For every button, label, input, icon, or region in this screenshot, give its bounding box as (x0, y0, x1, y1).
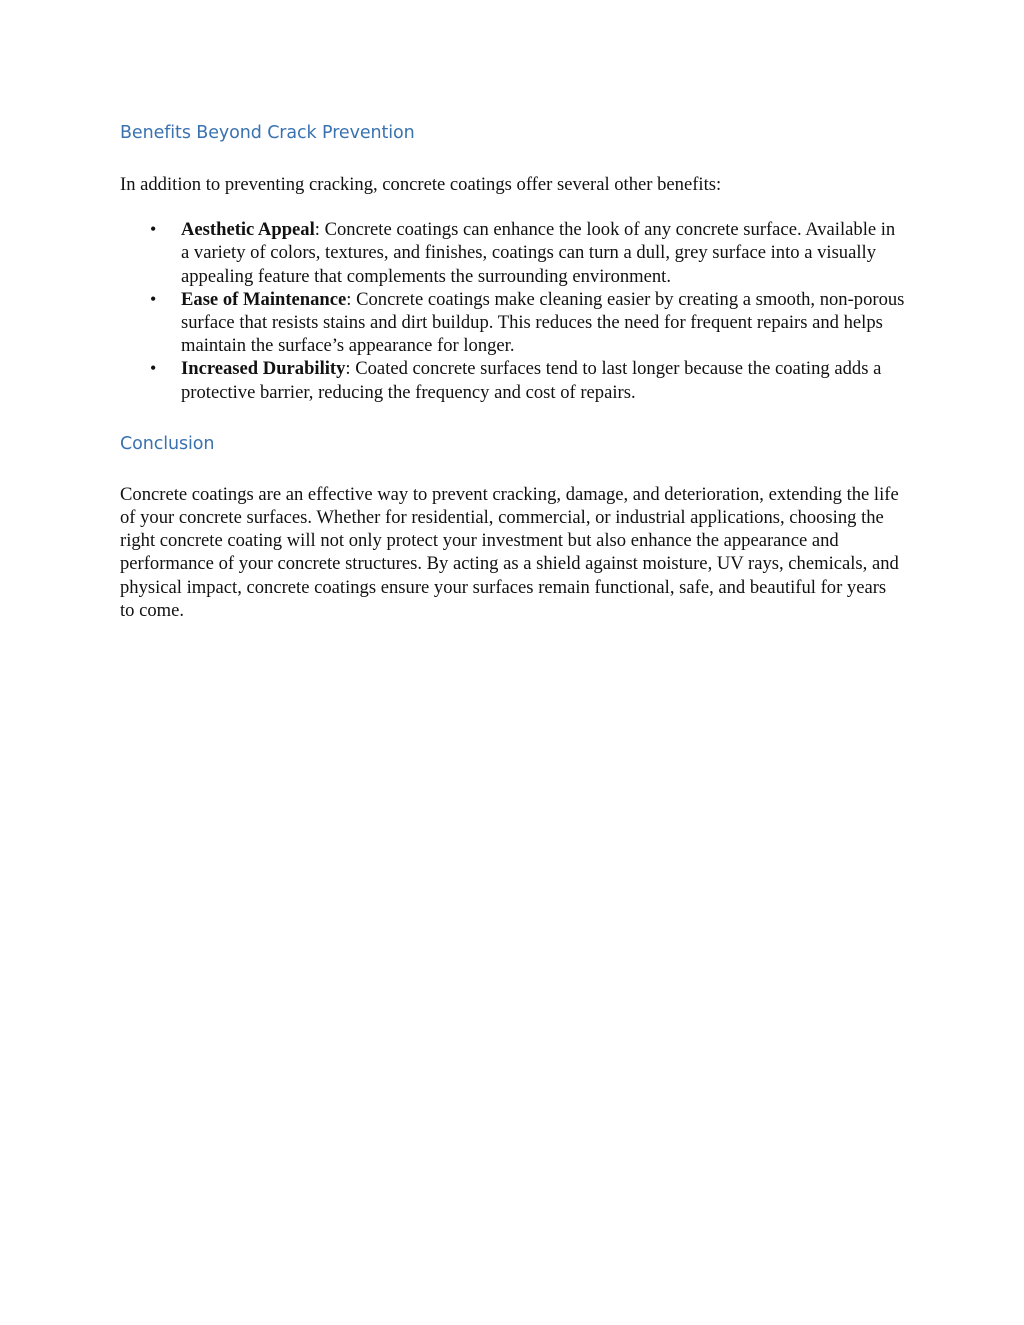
list-item (120, 288, 905, 358)
list-item-text: : Coated concrete surfaces tend to last longer because the coating adds a protective barrier, reducing the frequency and cost of repairs. (181, 358, 882, 403)
bullet-icon: • (150, 358, 157, 379)
benefits-list (120, 218, 905, 404)
list-item-term: Ease of Maintenance (181, 288, 347, 310)
benefits-intro-paragraph: In addition to preventing cracking, concrete coatings offer several other benefits: (120, 174, 722, 195)
section-heading-conclusion: Conclusion (120, 433, 215, 454)
list-item-text: : Concrete coatings make cleaning easier by creating a smooth, non-porous surface that resists stains and dirt buildup. This reduces the need for frequent repairs and helps maintain the surface’s appearance for longer. (181, 288, 905, 357)
list-item-text: : Concrete coatings can enhance the look of any concrete surface. Available in a variety of colors, textures, and finishes, coatings can turn a dull, grey surface into a visually appealing feature that complements the surrounding environment. (181, 219, 896, 287)
list-item-term: Increased Durability (181, 358, 346, 380)
list-item (120, 218, 905, 288)
section-heading-benefits: Benefits Beyond Crack Prevention (120, 123, 415, 143)
document-content (120, 118, 905, 622)
list-item (120, 357, 905, 403)
conclusion-paragraph: Concrete coatings are an effective way to prevent cracking, damage, and deterioration, extending the life of your concrete surfaces. Whether for residential, commercial, or industrial applications, choosing the right concrete coating will not only protect your investment but also enhance the appearance and performance of your concrete structures. By acting as a shield against moisture, UV rays, chemicals, and physical impact, concrete coatings ensure your surfaces remain functional, safe, and beautiful for years to come. (120, 483, 899, 621)
bullet-icon: • (150, 219, 157, 240)
bullet-icon: • (150, 288, 157, 309)
list-item-term: Aesthetic Appeal (181, 219, 315, 241)
